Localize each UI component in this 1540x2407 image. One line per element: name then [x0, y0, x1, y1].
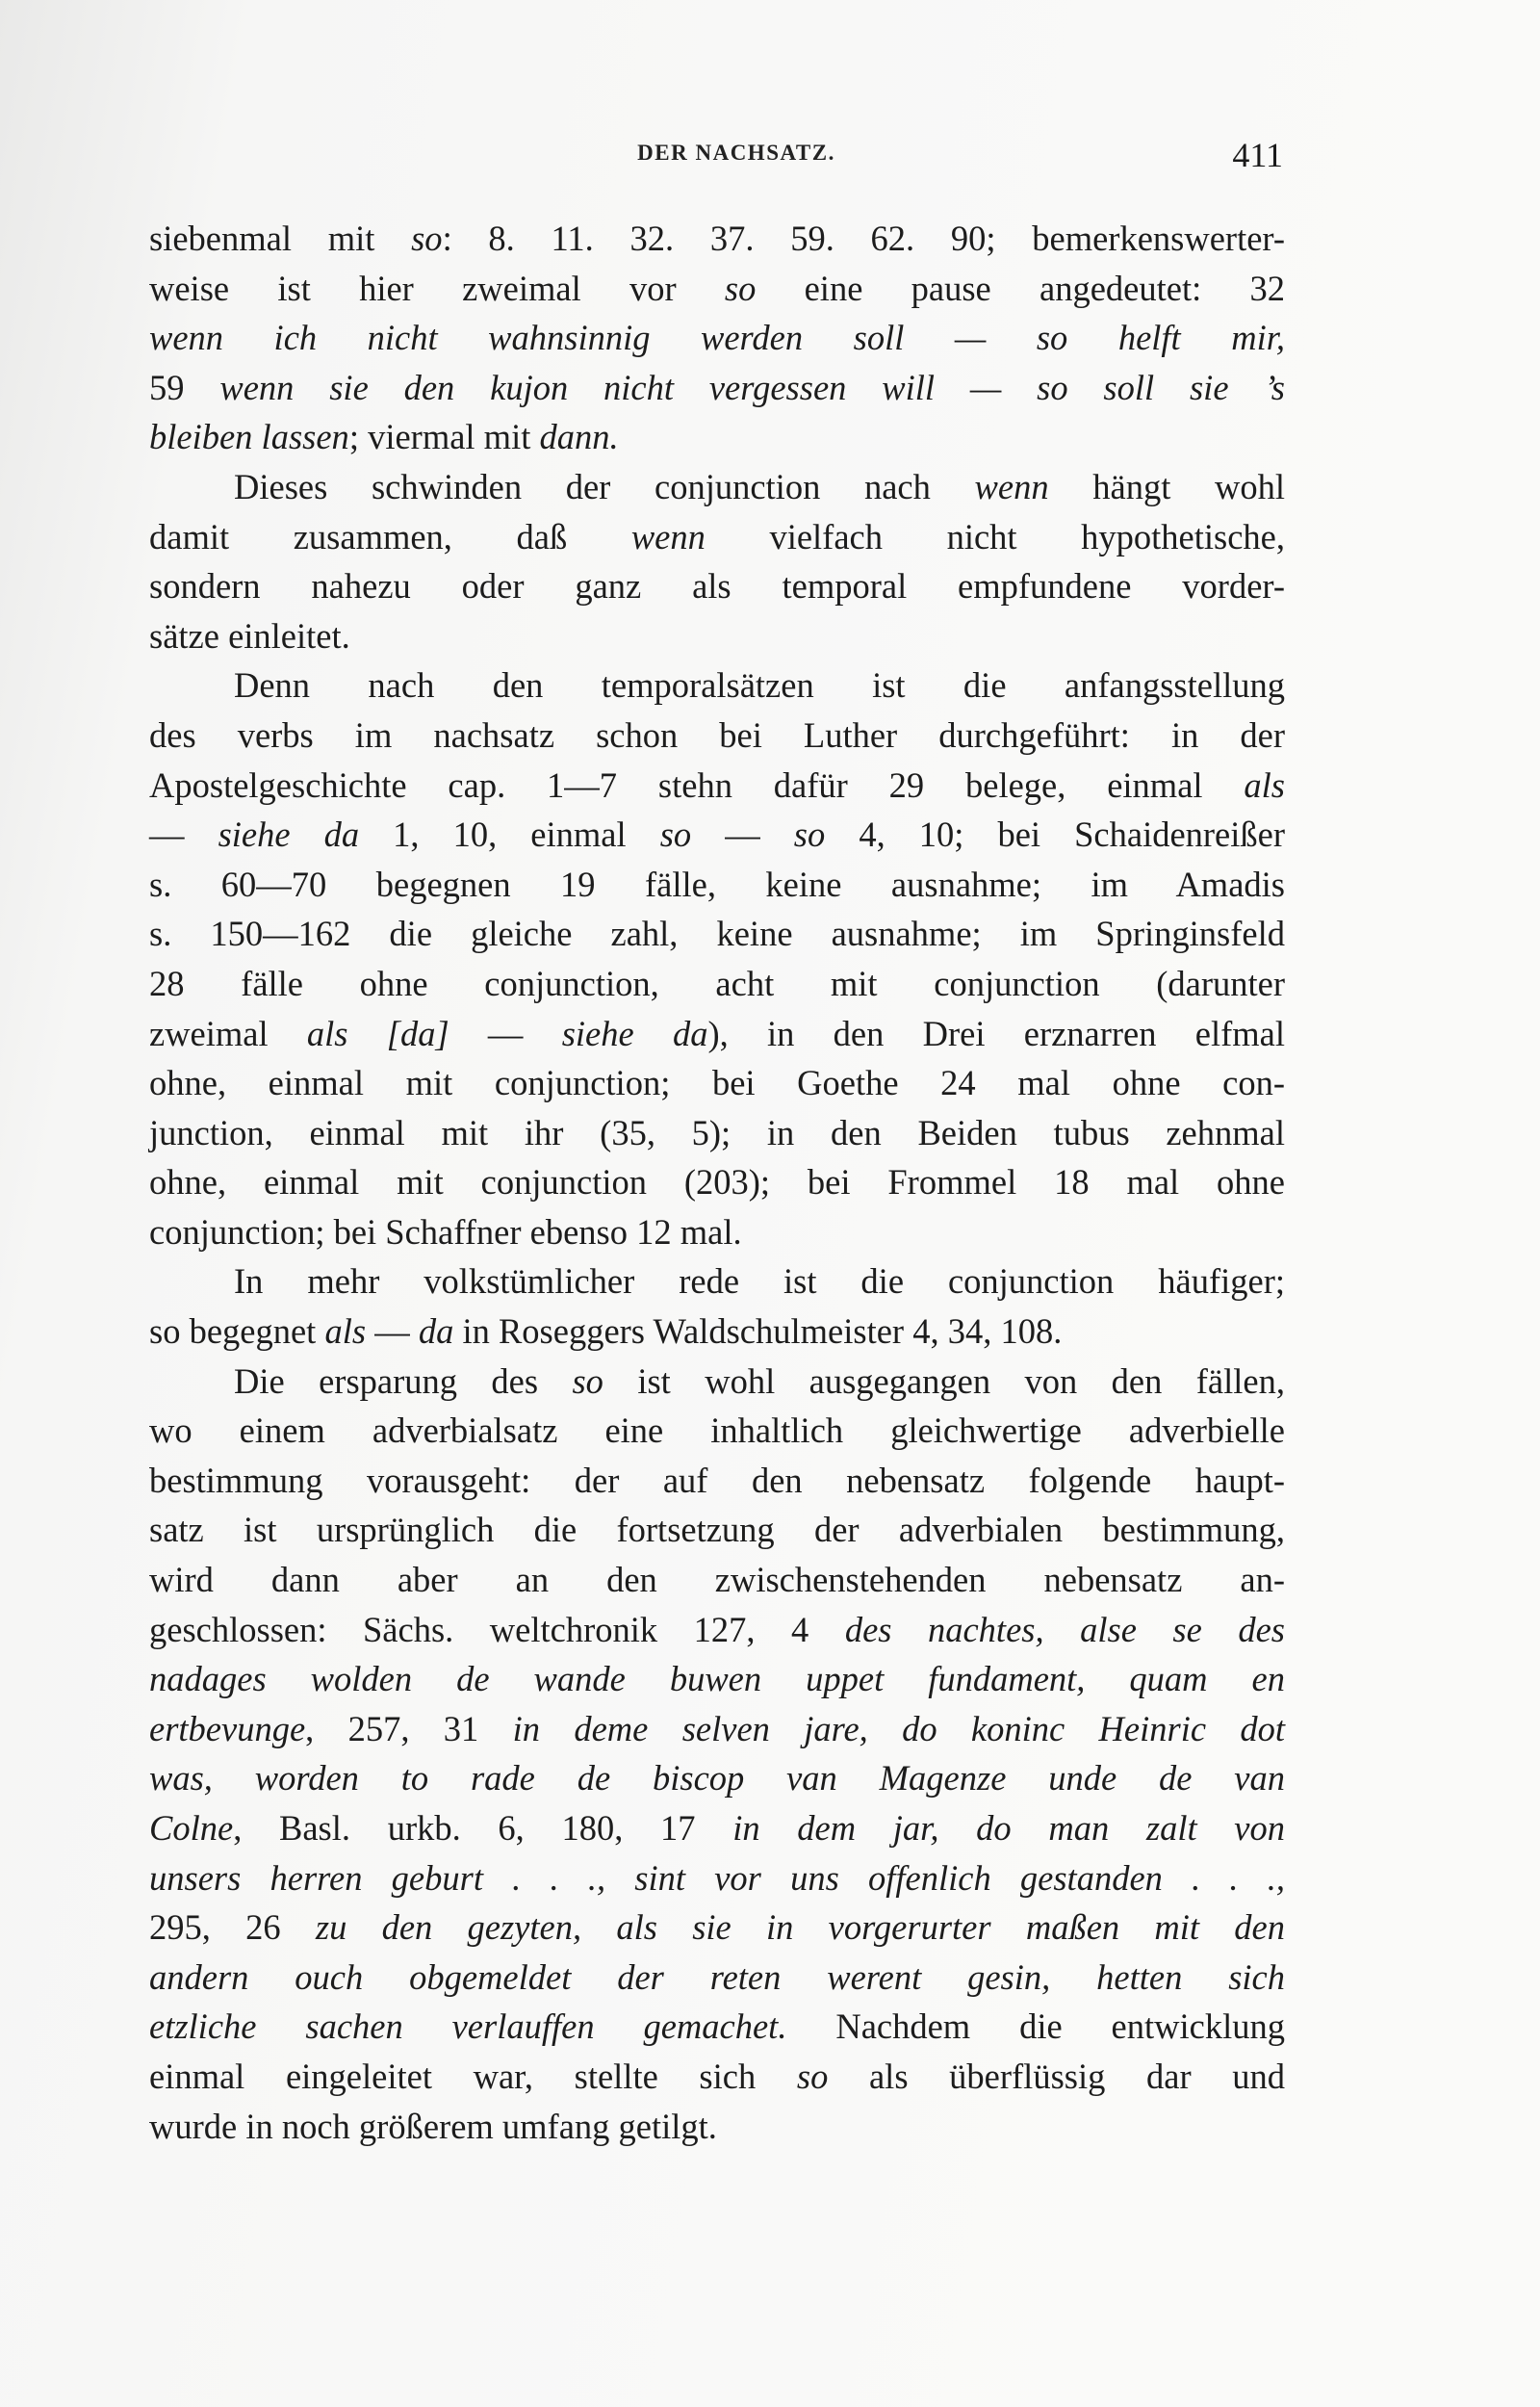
italic-quote: so [793, 815, 826, 855]
text-line [149, 1256, 1285, 1307]
text-line [149, 1853, 1285, 1903]
text-run: — [149, 815, 218, 855]
text-run: — [691, 815, 794, 855]
text-run: — [366, 1311, 419, 1352]
italic-quote: in deme selven jare, do koninc Heinric dot [512, 1708, 1286, 1748]
text-run: so begegnet [149, 1311, 325, 1352]
paragraph [149, 1256, 1285, 1356]
text-line [149, 959, 1285, 1009]
italic-quote: siehe da [218, 815, 360, 855]
text-run: Dieses schwinden der conjunction nach [234, 466, 975, 506]
text-run: conjunction; bei Schaffner ebenso 12 mal. [149, 1211, 742, 1252]
text-line [149, 1009, 1285, 1059]
page-number: 411 [1232, 136, 1283, 174]
italic-quote: Colne [149, 1808, 234, 1848]
text-line [149, 1902, 1285, 1953]
text-run: sondern nahezu oder ganz als temporal empfundene vorder- [149, 566, 1285, 607]
text-line [149, 761, 1285, 811]
text-run: 295, 26 [149, 1907, 316, 1948]
text-line [149, 214, 1285, 264]
text-line [149, 264, 1285, 314]
italic-quote: wenn [974, 466, 1049, 506]
italic-quote: etzliche sachen verlauffen gemachet. [149, 2006, 787, 2047]
italic-quote: in dem jar, do man zalt von [732, 1808, 1285, 1848]
italic-quote: bleiben lassen [149, 417, 349, 457]
text-run: wurde in noch größerem umfang getilgt. [149, 2106, 717, 2146]
text-run: in Roseggers Waldschulmeister 4, 34, 108. [453, 1311, 1063, 1352]
text-line [149, 1157, 1285, 1207]
text-run: junction, einmal mit ihr (35, 5); in den Beiden tubus zehnmal [149, 1112, 1285, 1152]
text-run: , 257, 31 [305, 1708, 513, 1748]
text-line [149, 2002, 1285, 2052]
text-line [149, 660, 1285, 711]
text-run: ), in den Drei erznarren elfmal [707, 1013, 1285, 1053]
text-line [149, 1704, 1285, 1754]
text-run: siebenmal mit [149, 219, 412, 258]
text-run: — [449, 1013, 562, 1053]
text-line [149, 1953, 1285, 2003]
text-line [149, 412, 1285, 462]
italic-quote: so [724, 268, 757, 308]
text-run: ohne, einmal mit conjunction; bei Goethe 24 mal ohne con- [149, 1063, 1285, 1103]
body-text [149, 214, 1285, 2151]
text-run: ; viermal mit [348, 417, 540, 457]
text-run: eine pause angedeutet: 32 [756, 268, 1285, 308]
text-run: 4, 10; bei Schaidenreißer [825, 815, 1286, 855]
text-run: wo einem adverbialsatz eine inhaltlich gleichwertige adverbielle [149, 1411, 1285, 1451]
text-line [149, 1406, 1285, 1456]
italic-quote: wenn [630, 516, 706, 556]
text-line [149, 2102, 1285, 2152]
text-run: Apostelgeschichte cap. 1—7 stehn dafür 29 belege, einmal [149, 764, 1245, 805]
text-line [149, 1058, 1285, 1108]
text-line [149, 2052, 1285, 2102]
text-line [149, 1357, 1285, 1407]
text-run: , Basl. urkb. 6, 180, 17 [233, 1808, 733, 1848]
paragraph [149, 660, 1285, 1256]
text-line [149, 909, 1285, 959]
text-line [149, 313, 1285, 363]
italic-quote: als [324, 1311, 367, 1352]
text-line [149, 1307, 1285, 1357]
italic-quote: so [659, 815, 692, 855]
paragraph [149, 1357, 1285, 2152]
text-line [149, 1605, 1285, 1655]
text-line [149, 1753, 1285, 1803]
text-line [149, 1803, 1285, 1853]
text-line [149, 1108, 1285, 1158]
text-run: des verbs im nachsatz schon bei Luther durchgeführt: in der [149, 714, 1285, 755]
text-run: einmal eingeleitet war, stellte sich [149, 2056, 797, 2096]
text-run: 1, 10, einmal [359, 815, 660, 855]
italic-quote: andern ouch obgemeldet der reten werent gesin, hetten sich [149, 1956, 1285, 1997]
text-line [149, 611, 1285, 661]
italic-quote: als [da] [306, 1013, 449, 1053]
italic-quote: unsers herren geburt . . ., sint vor uns offenlich gestanden . . ., [149, 1857, 1285, 1898]
text-line [149, 810, 1285, 860]
italic-quote: so [796, 2056, 829, 2096]
text-line [149, 462, 1285, 512]
text-run: Die ersparung des [234, 1360, 573, 1401]
italic-quote: wenn ich nicht wahnsinnig werden soll — so helft mir, [149, 318, 1285, 358]
paragraph [149, 462, 1285, 660]
paragraph [149, 214, 1285, 462]
text-line [149, 512, 1285, 562]
text-run: s. 60—70 begegnen 19 fälle, keine ausnahme; im Amadis [149, 864, 1285, 904]
italic-quote: so [411, 219, 443, 258]
text-run: satz ist ursprünglich die fortsetzung der adverbialen bestimmung, [149, 1510, 1285, 1550]
text-run: hängt wohl [1048, 466, 1286, 506]
text-run: Denn nach den temporalsätzen ist die anfangsstellung [234, 665, 1285, 706]
text-run: s. 150—162 die gleiche zahl, keine ausnahme; im Springinsfeld [149, 914, 1285, 954]
text-run: bestimmung vorausgeht: der auf den nebensatz folgende haupt- [149, 1460, 1285, 1500]
text-line [149, 1505, 1285, 1555]
text-run: zweimal [149, 1013, 307, 1053]
text-run: als überflüssig dar und [828, 2056, 1286, 2096]
text-run: sätze einleitet. [149, 615, 350, 656]
italic-quote: da [418, 1311, 454, 1352]
text-line [149, 1555, 1285, 1605]
italic-quote: so [572, 1360, 603, 1401]
text-line [149, 561, 1285, 611]
text-run: weise ist hier zweimal vor [149, 268, 725, 308]
italic-quote: als [1244, 764, 1285, 805]
text-run: wird dann aber an den zwischenstehenden nebensatz an- [149, 1560, 1285, 1600]
text-run: ist wohl ausgegangen von den fällen, [603, 1360, 1285, 1401]
italic-quote: dann. [539, 417, 619, 457]
text-line [149, 1207, 1285, 1257]
text-run: 28 fälle ohne conjunction, acht mit conjunction (darunter [149, 963, 1285, 1003]
italic-quote: ertbevunge [149, 1708, 306, 1748]
page-header [149, 135, 1285, 177]
text-line [149, 1456, 1285, 1506]
text-run: damit zusammen, daß [149, 516, 631, 556]
text-line [149, 363, 1285, 413]
text-run: vielfach nicht hypothetische, [705, 516, 1285, 556]
text-run: In mehr volkstümlicher rede ist die conjunction häufiger; [234, 1261, 1285, 1302]
italic-quote: zu den gezyten, als sie in vorgerurter maßen mit den [315, 1907, 1285, 1948]
running-head: DER NACHSATZ. [637, 141, 835, 165]
italic-quote: nadages wolden de wande buwen uppet fundament, quam en [149, 1659, 1285, 1699]
text-run: : 8. 11. 32. 37. 59. 62. 90; bemerkenswerter- [442, 219, 1285, 258]
text-line [149, 1654, 1285, 1704]
text-line [149, 711, 1285, 761]
italic-quote: wenn sie den kujon nicht vergessen will — so soll sie ’s [219, 367, 1286, 407]
text-run: ohne, einmal mit conjunction (203); bei Frommel 18 mal ohne [149, 1162, 1285, 1203]
italic-quote: siehe da [561, 1013, 708, 1053]
text-run: geschlossen: Sächs. weltchronik 127, 4 [149, 1609, 845, 1649]
text-line [149, 860, 1285, 910]
text-run: 59 [149, 367, 220, 407]
italic-quote: was, worden to rade de biscop van Magenze unde de van [149, 1758, 1285, 1799]
italic-quote: des nachtes, alse se des [844, 1609, 1285, 1649]
text-run: Nachdem die entwicklung [786, 2006, 1285, 2047]
